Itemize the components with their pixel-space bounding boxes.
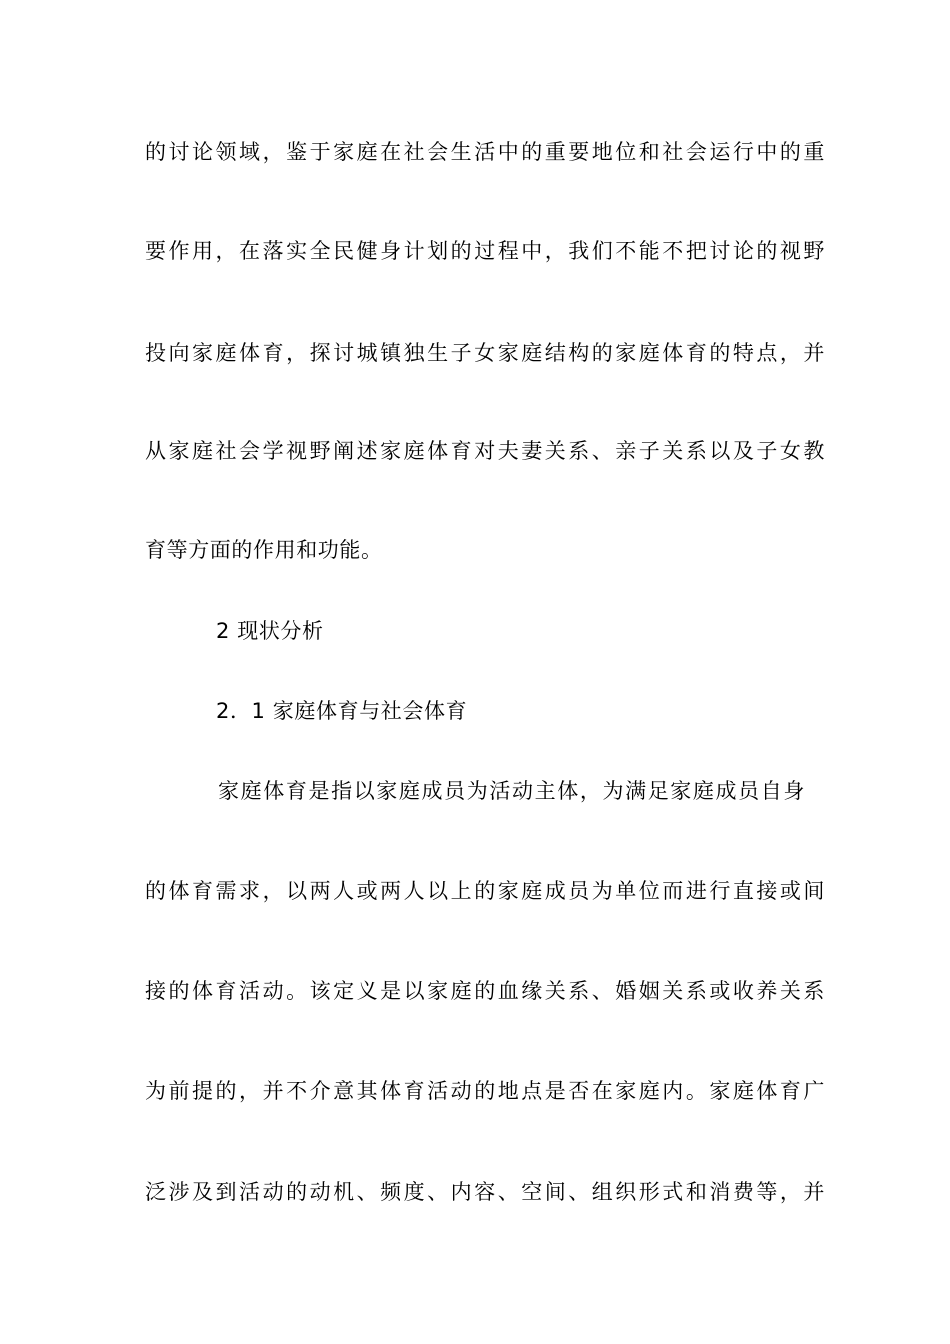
paragraph-2-line-5: 泛涉及到活动的动机、频度、内容、空间、组织形式和消费等，并	[145, 1180, 825, 1204]
paragraph-2-line-2: 的体育需求，以两人或两人以上的家庭成员为单位而进行直接或间	[145, 879, 825, 903]
paragraph-2-line-4: 为前提的，并不介意其体育活动的地点是否在家庭内。家庭体育广	[145, 1079, 825, 1103]
paragraph-1-line-2: 要作用，在落实全民健身计划的过程中，我们不能不把讨论的视野	[145, 239, 825, 263]
paragraph-2-line-1: 家庭体育是指以家庭成员为活动主体，为满足家庭成员自身	[218, 779, 805, 803]
subsection-heading: 2．1 家庭体育与社会体育	[216, 699, 468, 723]
paragraph-1-line-3: 投向家庭体育，探讨城镇独生子女家庭结构的家庭体育的特点，并	[145, 341, 825, 365]
paragraph-1-line-5: 育等方面的作用和功能。	[145, 538, 383, 562]
paragraph-1-line-4: 从家庭社会学视野阐述家庭体育对夫妻关系、亲子关系以及子女教	[145, 439, 825, 463]
paragraph-2-line-3: 接的体育活动。该定义是以家庭的血缘关系、婚姻关系或收养关系	[145, 979, 825, 1003]
section-heading: 2 现状分析	[216, 619, 324, 643]
paragraph-1-line-1: 的讨论领域，鉴于家庭在社会生活中的重要地位和社会运行中的重	[145, 140, 825, 164]
